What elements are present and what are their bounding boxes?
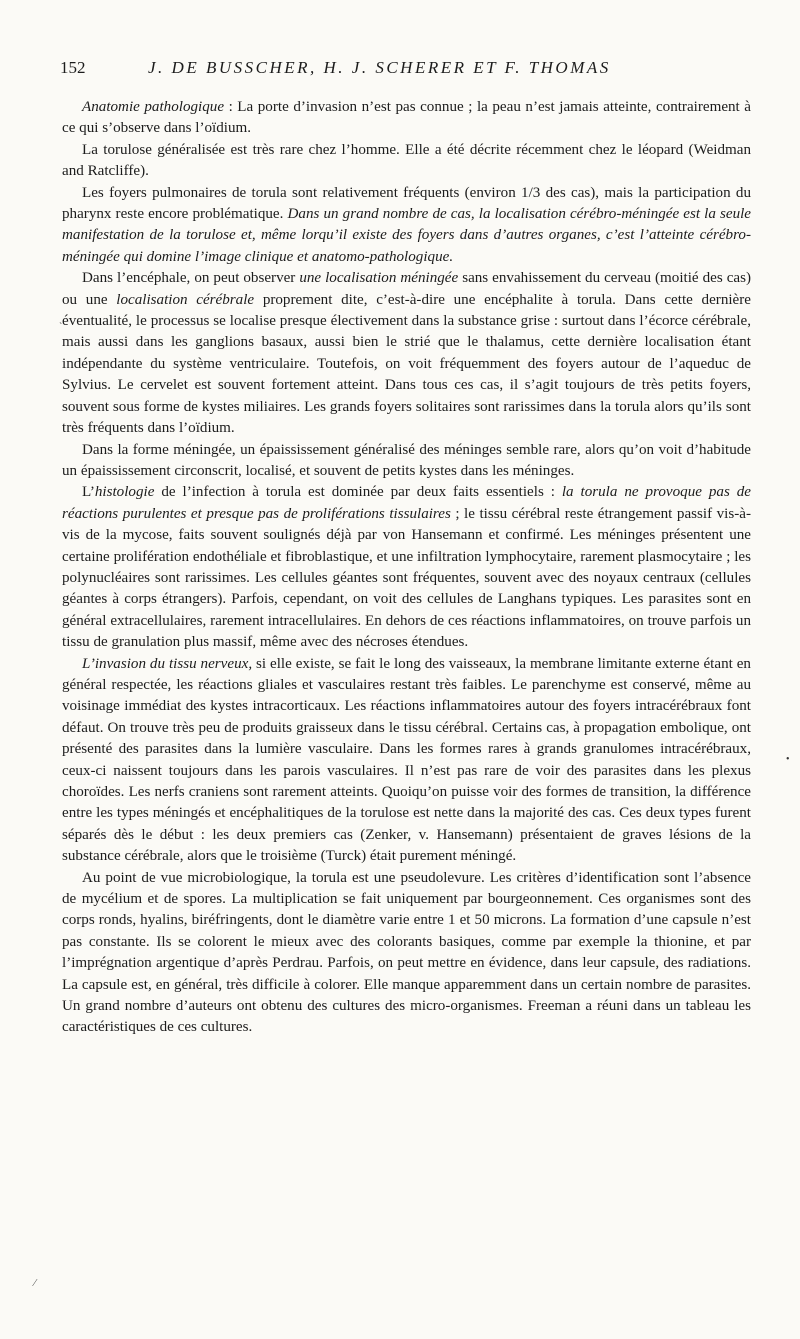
- margin-stray-mark: ⁄: [34, 1278, 36, 1289]
- text-segment: : La porte d’invasion n’est pas connue ; la peau n’est jamais atteinte, contrairement à ce qui s’observe dans l’oïdium.: [62, 99, 751, 137]
- text-segment: sans envahissement du cerveau (moitié des cas) ou une: [62, 270, 751, 308]
- text-segment: Les foyers pulmonaires de torula sont relativement fréquents (environ 1/3 des cas), mais la participation du pharynx reste encore problématique.: [62, 184, 751, 223]
- italic-text-segment: histologie: [94, 484, 155, 501]
- page-header: [60, 58, 750, 82]
- margin-dot-mark: •: [786, 754, 790, 765]
- paragraph: [62, 268, 751, 439]
- text-segment: Au point de vue microbiologique, la torula est une pseudolevure. Les critères d’identification sont l’absence de mycélium et de spores. La multiplication se fait uniquement par bourgeonnement. Ces organismes sont des corps ronds, hyalins, biréfringents, dont le diamètre varie entre 1 et 50 microns. La formation d’une capsule n’est pas constante. Ils se colorent le mieux avec des colorants basiques, comme par exemple la thionine, et par l’imprégnation argentique d’après Perdrau. Parfois, on peut mettre en évidence, dans leur capsule, des radiations. La capsule est, en général, très difficile à colorer. Elle manque apparemment dans un certain nombre de parasites. Un grand nombre d’auteurs ont obtenu des cultures des micro-organismes. Freeman a réuni dans un tableau les caractéristiques de ces cultures.: [62, 869, 751, 1036]
- page-number: 152: [60, 58, 86, 77]
- text-segment: de l’infection à torula est dominée par deux faits essentiels :: [154, 484, 562, 501]
- paragraph: [62, 440, 751, 483]
- italic-text-segment: Anatomie pathologique: [82, 99, 225, 115]
- running-head: J. DE BUSSCHER, H. J. SCHERER ET F. THOMAS: [148, 58, 611, 77]
- italic-text-segment: Dans un grand nombre de cas, la localisation cérébro-méningée est la seule manifestation de la torulose et, même lorqu’il existe des foyers dans d’autres organes, c’est l’atteinte cérébro-méningée qui domine l’image clinique et anatomo-pathologique.: [62, 206, 752, 265]
- text-segment: si elle existe, se fait le long des vaisseaux, la membrane limitante externe étant en général respectée, les réactions gliales et vasculaires restant très faibles. Le parenchyme est conservé, même au voisinage immédiat des kystes intracorticaux. Les réactions inflammatoires autour des foyers intracérébraux font défaut. On trouve très peu de produits graisseux dans le tissu cérébral. Certains cas, à propagation embolique, ont présenté des parasites dans la lumière vasculaire. Dans les formes rares à grands granulomes intracérébraux, ceux-ci naissent toujours dans les parois vasculaires. Il n’est pas rare de voir des parasites dans les plexus choroïdes. Les nerfs craniens sont rarement atteints. Quoiqu’on puisse voir des formes de transition, la différence entre les types méningés et encéphalitiques de la torulose est nette dans la majorité des cas. Ces deux types furent séparés dès le début : les deux premiers cas (Zenker, v. Hansemann) présentaient de graves lésions de la substance cérébrale, alors que le troisième (Turck) était purement méningé.: [62, 655, 751, 865]
- italic-text-segment: la torula ne provoque pas de réactions purulentes et presque pas de proliférations tissulaires: [62, 484, 751, 522]
- paragraph: [62, 97, 751, 140]
- paragraph: [62, 654, 751, 868]
- paragraph: [62, 868, 751, 1039]
- body-text: [62, 97, 751, 1039]
- text-segment: proprement dite, c’est-à-dire une encéphalite à torula. Dans cette dernière éventualité, le processus se localise presque électivement dans la substance grise : surtout dans l’écorce cérébrale, mais aussi dans les ganglions basaux, aussi bien le strié que le thalamus, cette dernière localisation étant indépendante du système ventriculaire. Toutefois, on voit fréquemment des foyers autour de l’aqueduc de Sylvius. Le cervelet est souvent fortement atteint. Dans tous ces cas, il s’agit toujours de très petits foyers, souvent sous forme de kystes miliaires. Les grands foyers solitaires sont rarissimes dans la torula alors qu’ils sont très fréquents dans l’oïdium.: [62, 291, 751, 437]
- italic-text-segment: L’invasion du tissu nerveux,: [82, 655, 253, 672]
- margin-tick-mark: ˋ: [59, 322, 63, 333]
- text-segment: Dans la forme méningée, un épaississement généralisé des méninges semble rare, alors qu’on voit d’habitude un épaississement circonscrit, localisé, et souvent de petits kystes dans les méninges.: [62, 441, 751, 479]
- paragraph: [62, 183, 751, 269]
- text-segment: La torulose généralisée est très rare chez l’homme. Elle a été décrite récemment chez le léopard (Weidman and Ratcliffe).: [62, 141, 751, 180]
- text-segment: Dans l’encéphale, on peut observer: [82, 270, 300, 287]
- italic-text-segment: une localisation méningée: [299, 270, 459, 287]
- paragraph: [62, 140, 751, 183]
- paragraph: [62, 482, 751, 653]
- text-segment: ; le tissu cérébral reste étrangement passif vis-à-vis de la mycose, faits souvent soulignés déjà par von Hansemann et confirmé. Les méninges présentent une certaine prolifération endothéliale et fibroblastique, et une infiltration lymphocytaire, rarement plasmocytaire ; les polynucléaires sont rarissimes. Les cellules géantes sont fréquentes, souvent avec des noyaux centraux (cellules géantes à corps étrangers). Parfois, cependant, on voit des cellules de Langhans typiques. Les parasites sont en général extracellulaires, rarement intracellulaires. En dehors de ces réactions inflammatoires, on trouve parfois un tissu de granulation plus massif, même avec des nécroses étendues.: [62, 505, 751, 651]
- text-segment: L’: [82, 484, 95, 501]
- italic-text-segment: localisation cérébrale: [116, 291, 255, 308]
